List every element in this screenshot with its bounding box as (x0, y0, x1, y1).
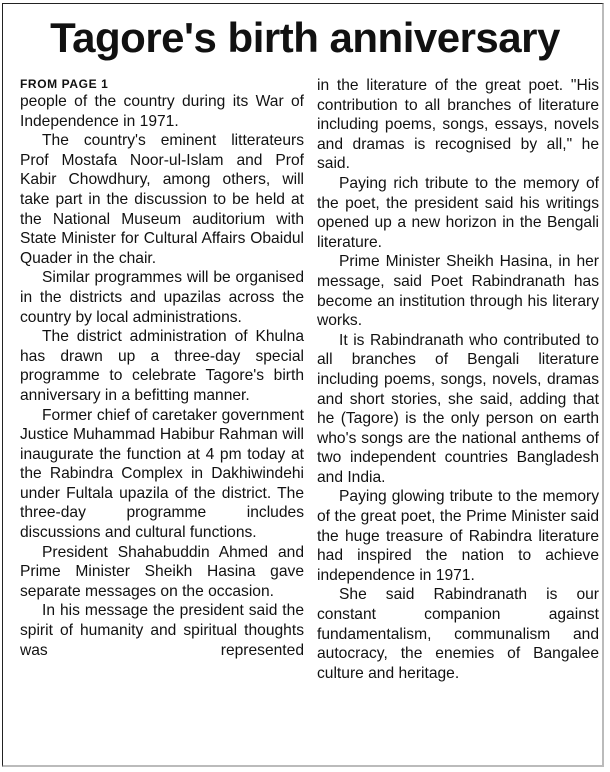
paragraph: Former chief of caretaker government Justice Muhammad Habibur Rahman will inaugurate the function at 4 pm today at the Rabindra Complex in Dakhiwindehi under Fultala upazila of the district. The three-day programme includes discussions and cultural functions. (20, 406, 304, 542)
paragraph: Similar programmes will be organised in the districts and upazilas across the country by local administrations. (20, 269, 304, 326)
paragraph: She said Rabindranath is our constant companion against fundamentalism, communalism and autocracy, the enemies of Bangalee culture and heritage. (317, 586, 599, 682)
left-column (20, 76, 304, 660)
paragraph: people of the country during its War of Independence in 1971. (20, 93, 304, 130)
paragraph: President Shahabuddin Ahmed and Prime Minister Sheikh Hasina gave separate messages on the occasion. (20, 543, 304, 600)
paragraph: Prime Minister Sheikh Hasina, in her message, said Poet Rabindranath has become an institution through his literary works. (317, 253, 599, 330)
paragraph: Paying glowing tribute to the memory of the great poet, the Prime Minister said the huge treasure of Rabindra literature had inspired the nation to achieve independence in 1971. (317, 488, 599, 584)
paragraph: In his message the president said the spirit of humanity and spiritual thoughts was represented (20, 602, 304, 659)
paragraph: It is Rabindranath who contributed to all branches of Bengali literature including poems, songs, novels, dramas and short stories, she said, adding that he (Tagore) is the only person on earth who's songs are the national anthems of two independent countries Bangladesh and India. (317, 331, 599, 486)
headline: Tagore's birth anniversary (50, 14, 560, 61)
paragraph: The district administration of Khulna has drawn up a three-day special programme to celebrate Tagore's birth anniversary in a befitting manner. (20, 328, 304, 404)
paragraph: in the literature of the great poet. "His contribution to all branches of literature including poems, songs, essays, novels and dramas is recognised by all," he said. (317, 77, 599, 173)
right-column (317, 76, 599, 683)
paragraph: Paying rich tribute to the memory of the poet, the president said his writings opened up a new horizon in the Bengali literature. (317, 174, 599, 251)
kicker: FROM PAGE 1 (20, 77, 109, 91)
paragraph: The country's eminent litterateurs Prof Mostafa Noor-ul-Islam and Prof Kabir Chowdhury, among others, will take part in the discussion to be held at the National Museum auditorium with State Minister for Cultural Affairs Obaidul Quader in the chair. (20, 132, 304, 267)
